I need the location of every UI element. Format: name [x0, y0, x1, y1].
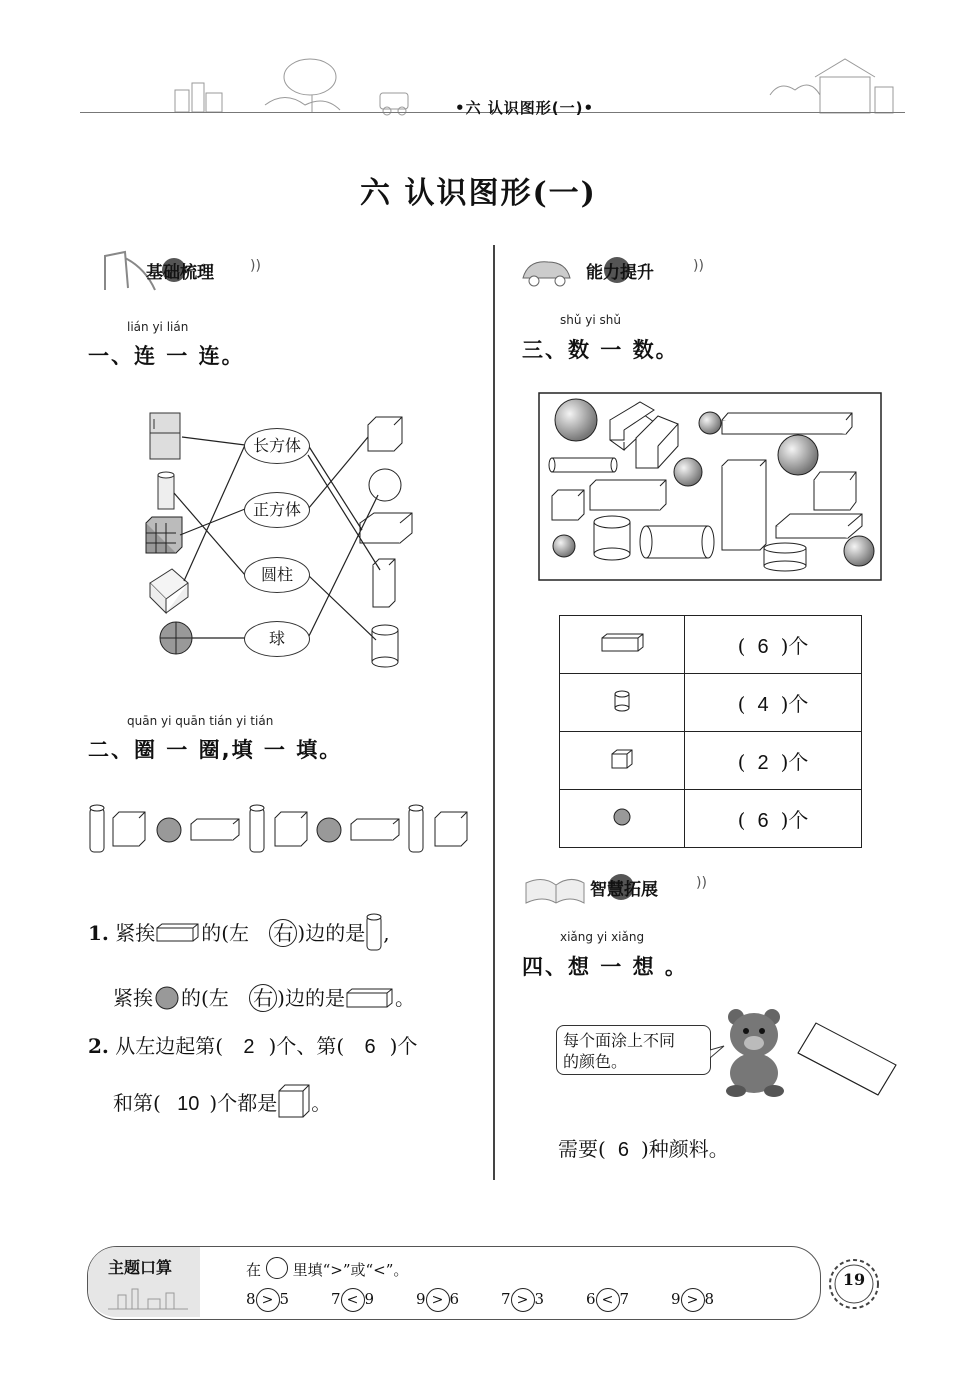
- city-skyline-icon: [108, 1281, 188, 1311]
- oral-item: 9 > 8: [671, 1288, 731, 1312]
- cylinder-icon: [365, 912, 383, 952]
- cuboid-icon: [722, 413, 852, 434]
- sphere-icon: [317, 818, 341, 842]
- blank-circle: [266, 1257, 288, 1279]
- q3-title: 三、数 一 数。: [522, 338, 679, 362]
- shape-cell: [560, 790, 685, 848]
- cylinder-icon: [90, 805, 104, 852]
- count-cell: ( 6 )个: [685, 790, 862, 848]
- cuboid-icon: [155, 923, 201, 943]
- book-icon: [518, 865, 588, 910]
- sphere-icon: [153, 986, 181, 1010]
- q1-pinyin: lián yi lián: [127, 320, 189, 334]
- page-title: 六 认识图形(一): [360, 176, 597, 211]
- section-badge-ability: 能力提升 )): [518, 248, 718, 293]
- tall-cuboid-icon: [722, 460, 766, 550]
- oral-instruction: 在 里填“>”或“<”。: [246, 1257, 408, 1280]
- label-cube: 正方体: [244, 492, 310, 528]
- cuboid-icon: [776, 514, 862, 538]
- tall-cuboid-shape-icon: [373, 559, 395, 607]
- gift-box-icon: [150, 569, 188, 613]
- oral-item: 8 > 5: [246, 1288, 331, 1312]
- shape-cell: [560, 732, 685, 790]
- bear-icon: [726, 1009, 784, 1097]
- fridge-icon: [150, 413, 180, 459]
- answer-circle: 右: [249, 984, 277, 1012]
- sphere-icon: [699, 412, 721, 434]
- cube-shape-icon: [368, 417, 402, 451]
- sphere-icon: [555, 399, 597, 441]
- car-icon: [518, 248, 578, 293]
- count-table: [559, 615, 862, 848]
- cup-icon: [158, 472, 174, 509]
- sphere-icon: [611, 806, 633, 828]
- cylinder-icon: [250, 805, 264, 852]
- q2-pinyin: quān yi quān tián yi tián: [127, 714, 274, 728]
- cube-icon: [277, 1082, 311, 1120]
- cylinder-icon: [640, 526, 714, 558]
- label-cylinder: 圆柱: [244, 557, 310, 593]
- section-badge-label: 智慧拓展: [590, 880, 658, 900]
- cuboid-icon: [798, 1023, 896, 1095]
- sphere-shape-icon: [369, 469, 401, 501]
- cube-icon: [610, 748, 634, 770]
- cylinder-icon: [409, 805, 423, 852]
- cuboid-icon: [191, 819, 239, 840]
- cube-icon: [435, 812, 467, 846]
- sphere-icon: [157, 818, 181, 842]
- cuboid-icon: [351, 819, 399, 840]
- q4-title: 四、想 一 想 。: [522, 955, 688, 979]
- label-sphere: 球: [244, 621, 310, 657]
- table-row: [560, 674, 862, 732]
- cube-icon: [814, 472, 856, 510]
- q4-pinyin: xiǎng yi xiǎng: [560, 930, 645, 944]
- basketball-icon: [160, 622, 192, 654]
- count-cell: ( 2 )个: [685, 732, 862, 790]
- q1-title: 一、连 一 连。: [88, 344, 245, 368]
- oral-calc-tab: [88, 1247, 200, 1317]
- oral-item: 9 > 6: [416, 1288, 501, 1312]
- column-divider: [493, 245, 495, 1180]
- q2-sub1-line1: 1. 紧挨 的(左 右 )边的是 ,: [88, 912, 390, 952]
- sphere-icon: [553, 535, 575, 557]
- shapes-counting-picture: [538, 392, 883, 582]
- oral-item: 7 < 9: [331, 1288, 416, 1312]
- count-cell: ( 6 )个: [685, 616, 862, 674]
- shape-sequence: [85, 800, 475, 860]
- sphere-icon: [844, 536, 874, 566]
- cuboid-icon: [590, 480, 666, 510]
- q3-pinyin: shǔ yi shǔ: [560, 313, 621, 327]
- sphere-icon: [674, 458, 702, 486]
- cube-icon: [113, 812, 145, 846]
- cylinder-icon: [612, 690, 632, 712]
- cube-icon: [552, 490, 584, 520]
- q4-answer: 需要( 6 )种颜料。: [558, 1137, 729, 1161]
- cuboid-icon: [600, 633, 644, 653]
- section-badge-basic: 基础梳理 )): [100, 248, 280, 293]
- cylinder-shape-icon: [372, 625, 398, 667]
- section-badge-label: 基础梳理: [146, 263, 214, 283]
- sphere-icon: [778, 435, 818, 475]
- q2-title: 二、圈 一 圈,填 一 填。: [88, 738, 343, 762]
- connection-lines: [174, 437, 380, 640]
- cylinder-icon: [594, 516, 630, 560]
- oral-item: 6 < 7: [586, 1288, 671, 1312]
- oral-calc-label: 主题口算: [108, 1258, 173, 1277]
- table-row: [560, 790, 862, 848]
- running-title: •六 认识图形(一)•: [455, 99, 595, 117]
- speech-bubble: 每个面涂上不同 的颜色。: [556, 1025, 711, 1075]
- cylinder-icon: [549, 458, 617, 472]
- cylinder-icon: [764, 543, 806, 571]
- section-badge-wisdom: 智慧拓展 )): [518, 865, 718, 910]
- page-number: 19: [842, 1270, 866, 1289]
- label-cuboid: 长方体: [244, 428, 310, 464]
- count-cell: ( 4 )个: [685, 674, 862, 732]
- cube-icon: [275, 812, 307, 846]
- table-row: [560, 616, 862, 674]
- table-row: [560, 732, 862, 790]
- q2-sub2-line1: 2. 从左边起第( 2 )个、第( 6 )个: [88, 1034, 418, 1058]
- answer-circle: 右: [269, 919, 297, 947]
- shape-cell: [560, 616, 685, 674]
- q2-sub2-line2: 和第( 10 )个都是 。: [113, 1082, 331, 1120]
- oral-items: [246, 1288, 731, 1312]
- section-badge-label: 能力提升: [586, 263, 654, 283]
- rubik-cube-icon: [146, 517, 182, 553]
- cuboid-shape-icon: [360, 513, 412, 543]
- shape-cell: [560, 674, 685, 732]
- q2-sub1-line2: 紧挨 的(左 右 )边的是 。: [113, 986, 415, 1010]
- bear-and-cuboid-illustration: [710, 1005, 900, 1105]
- oral-item: 7 > 3: [501, 1288, 586, 1312]
- cuboid-icon: [345, 987, 395, 1009]
